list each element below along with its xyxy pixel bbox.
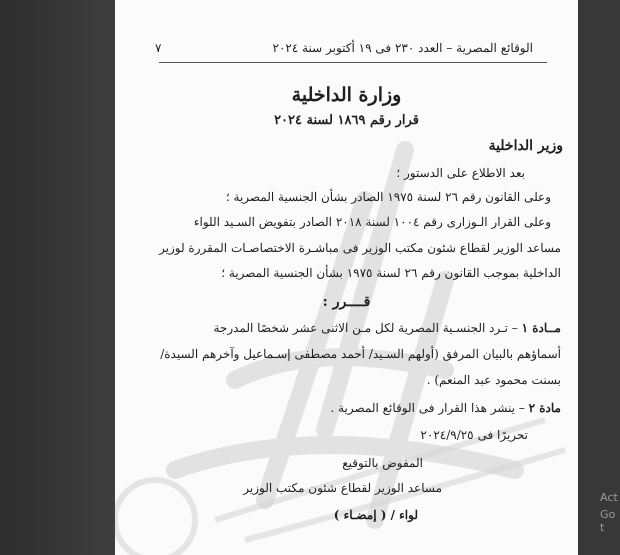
activation-overlay-line-2: Go t bbox=[600, 508, 616, 534]
signature-position: مساعد الوزير لقطاع شئون مكتب الوزير bbox=[243, 481, 442, 495]
preamble-line: وعلى القانون رقم ٢٦ لسنة ١٩٧٥ الصادر بشأن الجنسية المصرية ؛ bbox=[225, 190, 551, 204]
signature-signed: لواء / ( إمضـاء ) bbox=[333, 508, 418, 522]
preamble-line: وعلى القرار الـوزارى رقم ١٠٠٤ لسنة ٢٠١٨ الصادر بتفويض السـيد اللواء bbox=[193, 215, 551, 229]
decides-heading: قــــرر : bbox=[322, 294, 371, 310]
article-1-label: مــادة ١ bbox=[521, 321, 561, 335]
preamble-line: الداخلية بموجب القانون رقم ٢٦ لسنة ١٩٧٥ بشأن الجنسية المصرية ؛ bbox=[221, 266, 561, 280]
article-2-label: مادة ٢ bbox=[528, 401, 561, 415]
issuer-title: وزير الداخلية bbox=[488, 138, 563, 154]
viewer-right-background bbox=[578, 0, 620, 555]
header-divider bbox=[159, 62, 547, 63]
signature-delegate: المفوض بالتوقيع bbox=[342, 456, 423, 470]
article-1-line: بسنت محمود عبد المنعم) . bbox=[426, 373, 561, 387]
article-1-line bbox=[213, 321, 561, 335]
activation-overlay-line-1: Act bbox=[600, 491, 618, 504]
article-1-text: – تـرد الجنسـية المصرية لكل مـن الاثنى عشر شخصًا المدرجة bbox=[213, 321, 522, 335]
document-page bbox=[115, 0, 578, 555]
article-1-line: أسماؤهم بالبيان المرفق (أولهم السـيد/ أحمد مصطفى إسـماعيل وآخرهم السيدة/ bbox=[160, 347, 561, 361]
article-2-text: – ينشر هذا القرار فى الوقائع المصرية . bbox=[330, 401, 529, 415]
decree-title: قرار رقم ١٨٦٩ لسنة ٢٠٢٤ bbox=[274, 113, 419, 128]
article-2-line bbox=[330, 401, 561, 415]
page-number: ٧ bbox=[155, 41, 162, 55]
running-header: الوقائع المصرية – العدد ٢٣٠ فى ١٩ أكتوبر سنة ٢٠٢٤ bbox=[272, 41, 533, 55]
preamble-line: بعد الاطلاع على الدستور ؛ bbox=[396, 166, 525, 180]
ministry-title: وزارة الداخلية bbox=[291, 84, 402, 106]
viewer-left-background bbox=[0, 0, 115, 555]
preamble-line: مساعد الوزير لقطاع شئون مكتب الوزير فى مباشـرة الاختصاصـات المقررة لوزير bbox=[159, 241, 561, 255]
date-line: تحريرًا فى ٢٠٢٤/٩/٢٥ bbox=[420, 428, 528, 442]
